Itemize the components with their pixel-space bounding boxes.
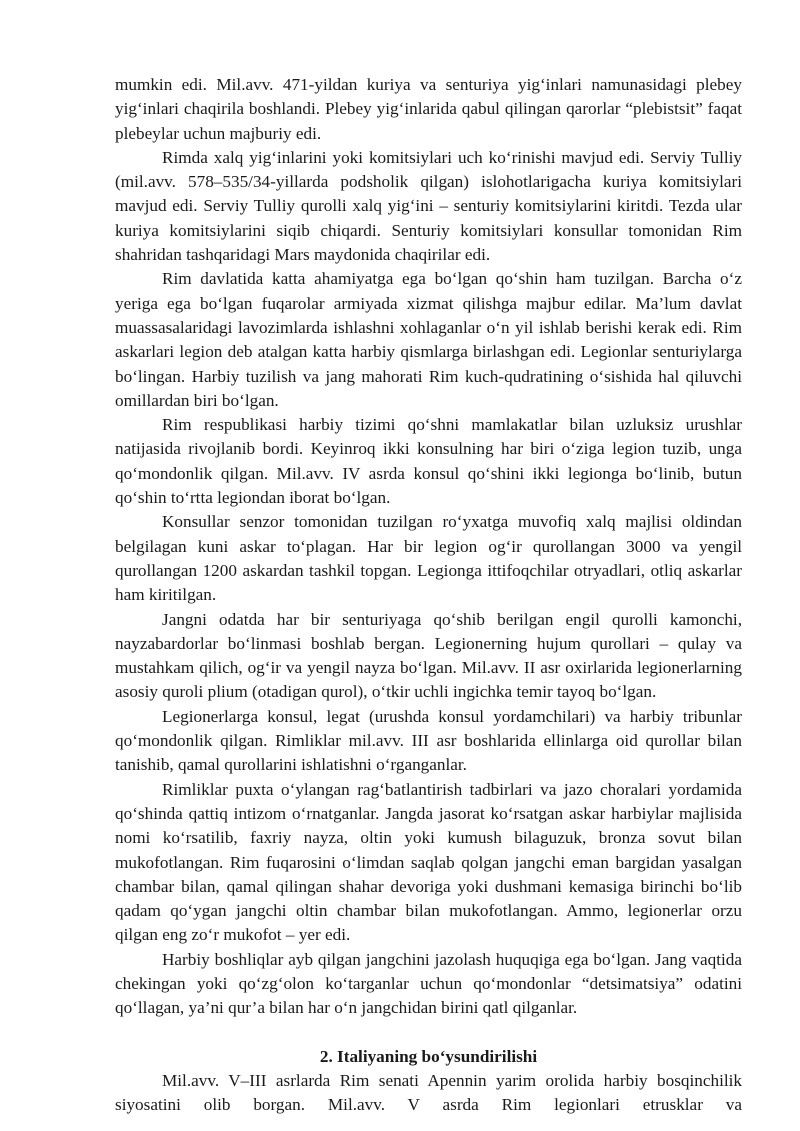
paragraph: mumkin edi. Mil.avv. 471-yildan kuriya va senturiya yig‘inlari namunasidagi plebey yig‘inlari chaqirila boshlandi. Plebey yig‘inlarida qabul qilingan qarorlar “plebistsit” faqat plebeylar uchun majburiy edi. xyxy=(115,75,742,143)
paragraph: Harbiy boshliqlar ayb qilgan jangchini jazolash huquqiga ega bo‘lgan. Jang vaqtida chekingan yoki qo‘zg‘olon ko‘targanlar uchun qo‘mondonlar “detsimatsiya” odatini qo‘llagan, ya’ni qur’a bilan har o‘n jangchidan birini qatl qilganlar. xyxy=(115,949,742,1018)
paragraph: Mil.avv. V–III asrlarda Rim senati Apennin yarim orolida harbiy bosqinchilik siyosatini olib borgan. Mil.avv. V asrda Rim legionlari etrusklar va xyxy=(115,1071,742,1115)
paragraph: Konsullar senzor tomonidan tuzilgan ro‘yxatga muvofiq xalq majlisi oldindan belgilagan kuni askar to‘plagan. Har bir legion og‘ir qurollangan 3000 va yengil qurollangan 1200 askardan tashkil topgan. Legionga ittifoqchilar otryadlari, otliq askarlar ham kiritilgan. xyxy=(115,512,742,605)
paragraph: Rim davlatida katta ahamiyatga ega bo‘lgan qo‘shin ham tuzilgan. Barcha o‘z yeriga ega bo‘lgan fuqarolar armiyada xizmat qilishga majbur edilar. Ma’lum davlat muassasalaridagi lavozimlarda ishlashni xohlaganlar o‘n yil ishlab berishi kerak edi. Rim askarlari legion deb atalgan katta harbiy qismlarga birlashgan edi. Legionlar senturiylarga bo‘lingan. Harbiy tuzilish va jang mahorati Rim kuch-qudratining o‘sishida hal qiluvchi omillardan biri bo‘lgan. xyxy=(115,269,742,410)
document-page xyxy=(115,73,742,1118)
paragraph: Rim respublikasi harbiy tizimi qo‘shni mamlakatlar bilan uzluksiz urushlar natijasida rivojlanib bordi. Keyinroq ikki konsulning har biri o‘ziga legion tuzib, unga qo‘mondonlik qilgan. Mil.avv. IV asrda konsul qo‘shini ikki legionga bo‘linib, butun qo‘shin to‘rtta legiondan iborat bo‘lgan. xyxy=(115,415,742,508)
paragraph: Jangni odatda har bir senturiyaga qo‘shib berilgan engil qurolli kamonchi, nayzabardorlar bo‘linmasi boshlab bergan. Legionerning hujum qurollari – qulay va mustahkam qilich, og‘ir va yengil nayza bo‘lgan. Mil.avv. II asr oxirlarida legionerlarning asosiy quroli plium (otadigan qurol), o‘tkir uchli ingichka temir tayoq bo‘lgan. xyxy=(115,609,742,702)
section-heading: 2. Italiyaning bo‘ysundirilishi xyxy=(319,1046,538,1066)
paragraph: Legionerlarga konsul, legat (urushda konsul yordamchilari) va harbiy tribunlar qo‘mondonlik qilgan. Rimliklar mil.avv. III asr boshlarida ellinlarga oid qurollar bilan tanishib, qamal qurollarini ishlatishni o‘rganganlar. xyxy=(115,706,742,775)
paragraph: Rimda xalq yig‘inlarini yoki komitsiylari uch ko‘rinishi mavjud edi. Serviy Tulliy (mil.avv. 578–535/34-yillarda podsholik qilgan) islohotlarigacha kuriya komitsiylari mavjud edi. Serviy Tulliy qurolli xalq yig‘ini – senturiy komitsiylarini kiritdi. Tezda ular kuriya komitsiylarini siqib chiqardi. Senturiy komitsiylari konsullar tomonidan Rim shahridan tashqaridagi Mars maydonida chaqirilar edi. xyxy=(115,147,742,265)
paragraph: Rimliklar puxta o‘ylangan rag‘batlantirish tadbirlari va jazo choralari yordamida qo‘shinda qattiq intizom o‘rnatganlar. Jangda jasorat ko‘rsatgan askar harbiylar majlisida nomi ko‘rsatilib, faxriy nayza, oltin yoki kumush bilaguzuk, bronza sovut bilan mukofotlangan. Rim fuqarosini o‘limdan saqlab qolgan jangchi eman bargidan yasalgan chambar bilan, qamal qilingan shahar devoriga yoki dushmani kemasiga birinchi bo‘lib qadam qo‘ygan jangchi oltin chambar bilan mukofotlangan. Ammo, legionerlar orzu qilgan eng zo‘r mukofot – yer edi. xyxy=(115,779,742,945)
